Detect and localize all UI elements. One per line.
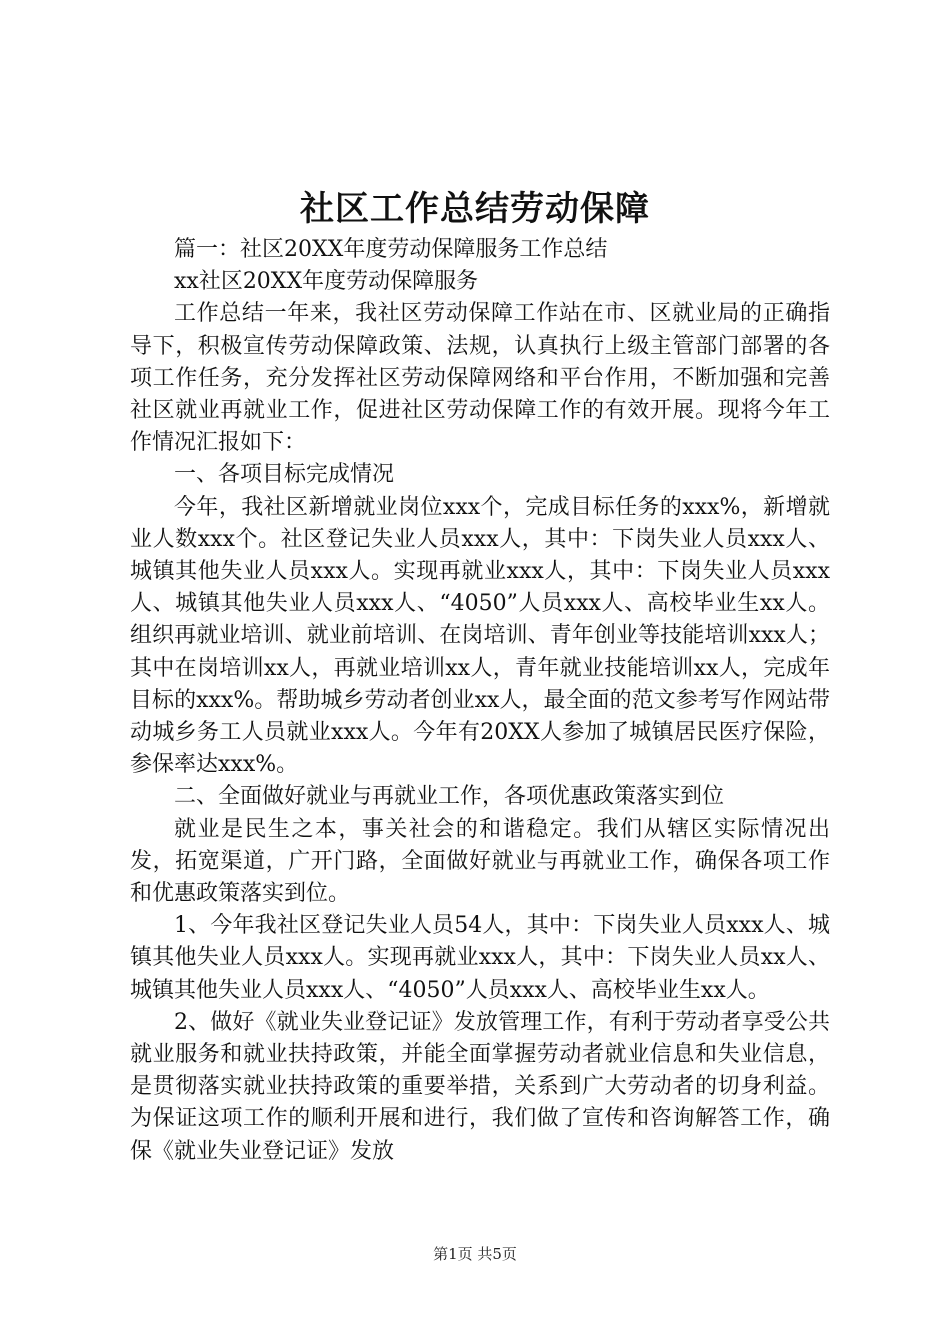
paragraph-employment: 就业是民生之本，事关社会的和谐稳定。我们从辖区实际情况出发，拓宽渠道，广开门路，全面做好就业与再就业工作，确保各项工作和优惠政策落实到位。 bbox=[130, 816, 830, 907]
paragraph-targets: 今年，我社区新增就业岗位xxx个，完成目标任务的xxx%，新增就业人数xxx个。社区登记失业人员xxx人，其中：下岗失业人员xxx人、城镇其他失业人员xxx人。实现再就业xxx人，其中：下岗失业人员xxx人、城镇其他失业人员xxx人、“4050”人员xxx人、高校毕业生xx人。组织再就业培训、就业前培训、在岗培训、青年创业等技能培训xxx人；其中在岗培训xx人，再就业培训xx人，青年就业技能培训xx人，完成年目标的xxx%。帮助城乡劳动者创业xx人，最全面的范文参考写作网站带动城乡务工人员就业xxx人。今年有20XX人参加了城镇居民医疗保险，参保率达xxx%。 bbox=[130, 494, 830, 778]
page-footer: 第1页 共5页 bbox=[433, 1245, 517, 1263]
paragraph-subtitle: 篇一：社区20XX年度劳动保障服务工作总结 bbox=[174, 237, 608, 262]
paragraph-item-1: 1、今年我社区登记失业人员54人，其中：下岗失业人员xxx人、城镇其他失业人员xxx人。实现再就业xxx人，其中：下岗失业人员xx人、城镇其他失业人员xxx人、“4050”人员xxx人、高校毕业生xx人。 bbox=[130, 913, 830, 1003]
paragraph-item-2: 2、做好《就业失业登记证》发放管理工作，有利于劳动者享受公共就业服务和就业扶持政策，并能全面掌握劳动者就业信息和失业信息，是贯彻落实就业扶持政策的重要举措，关系到广大劳动者的切身利益。为保证这项工作的顺利开展和进行，我们做了宣传和咨询解答工作，确保《就业失业登记证》发放 bbox=[130, 1009, 830, 1164]
section-heading-2: 二、全面做好就业与再就业工作，各项优惠政策落实到位 bbox=[174, 784, 725, 810]
document-title: 社区工作总结劳动保障 bbox=[300, 189, 650, 229]
paragraph-subheading: xx社区20XX年度劳动保障服务 bbox=[174, 269, 479, 295]
section-heading-1: 一、各项目标完成情况 bbox=[174, 462, 395, 488]
paragraph-intro: 工作总结一年来，我社区劳动保障工作站在市、区就业局的正确指导下，积极宣传劳动保障政策、法规，认真执行上级主管部门部署的各项工作任务，充分发挥社区劳动保障网络和平台作用，不断加强和完善社区就业再就业工作，促进社区劳动保障工作的有效开展。现将今年工作情况汇报如下： bbox=[130, 301, 830, 456]
document-body bbox=[130, 234, 830, 1168]
